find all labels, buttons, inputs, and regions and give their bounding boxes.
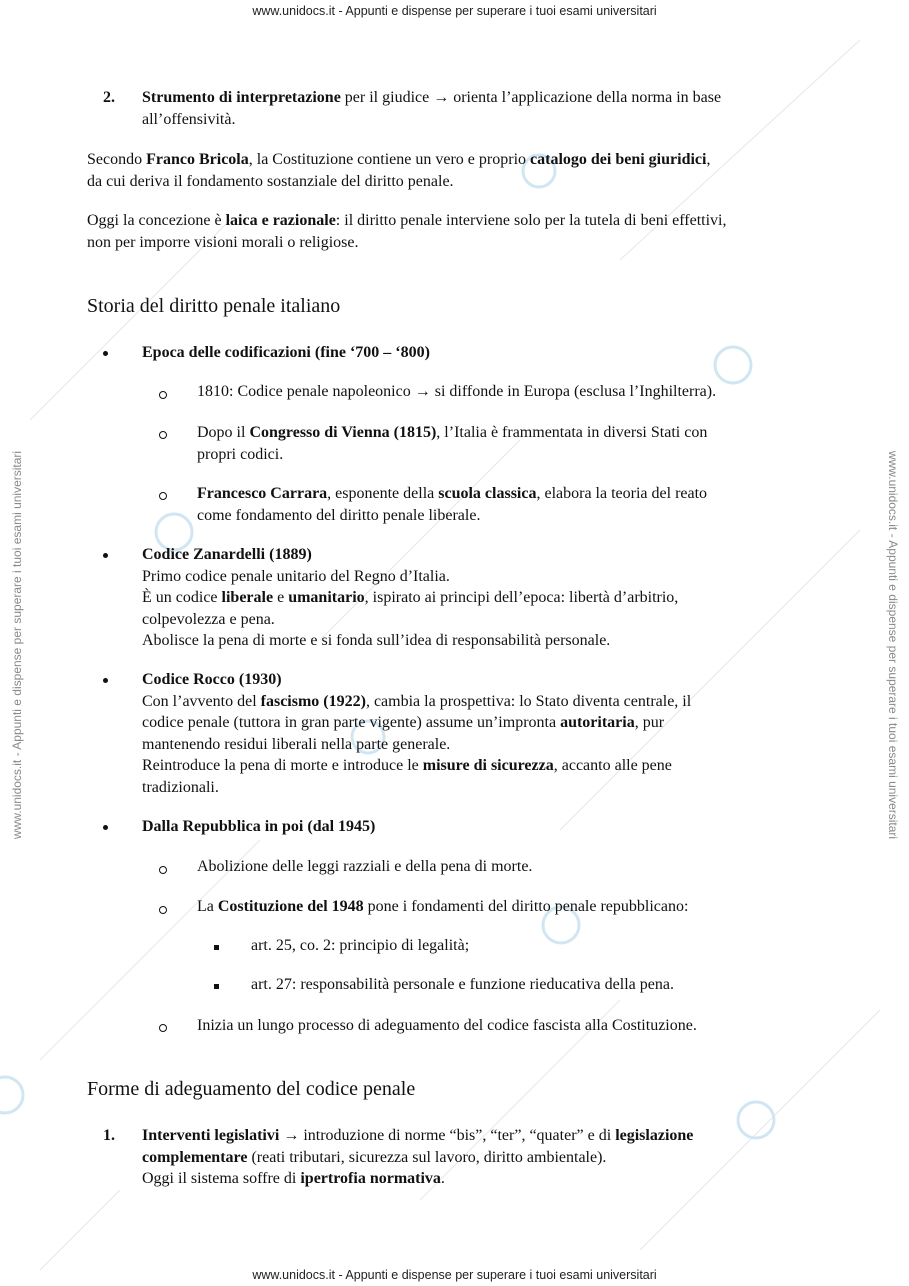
sub-bullet-text: propri codici. — [197, 446, 284, 463]
paragraph-line: Primo codice penale unitario del Regno d’Italia. — [142, 568, 450, 585]
paragraph-line: Oggi la concezione è laica e razionale: il diritto penale interviene solo per la tutela di beni effettivi, — [87, 212, 727, 229]
bullet-icon — [103, 678, 108, 683]
nested-bullet-text: art. 27: responsabilità personale e funzione rieducativa della pena. — [251, 976, 674, 993]
sub-bullet-text: come fondamento del diritto penale liberale. — [197, 507, 481, 524]
circle-bullet-icon — [159, 866, 167, 874]
paragraph-line: Secondo Franco Bricola, la Costituzione contiene un vero e proprio catalogo dei beni giuridici, — [87, 151, 711, 168]
paragraph-line: Reintroduce la pena di morte e introduce le misure di sicurezza, accanto alle pene — [142, 757, 672, 774]
sub-bullet-text: Dopo il Congresso di Vienna (1815), l’Italia è frammentata in diversi Stati con — [197, 424, 708, 441]
paragraph-line: Interventi legislativi → introduzione di norme “bis”, “ter”, “quater” e di legislazione — [142, 1127, 694, 1144]
header-watermark-top: www.unidocs.it - Appunti e dispense per superare i tuoi esami universitari — [252, 4, 657, 18]
paragraph-line: da cui deriva il fondamento sostanziale del diritto penale. — [87, 173, 454, 190]
circle-bullet-icon — [159, 431, 167, 439]
paragraph-line: colpevolezza e pena. — [142, 611, 275, 628]
sub-bullet-text: La Costituzione del 1948 pone i fondamenti del diritto penale repubblicano: — [197, 898, 689, 915]
sub-bullet-text: 1810: Codice penale napoleonico → si diffonde in Europa (esclusa l’Inghilterra). — [197, 383, 717, 400]
paragraph-line: non per imporre visioni morali o religiose. — [87, 234, 359, 251]
section-heading: Storia del diritto penale italiano — [87, 295, 341, 317]
paragraph-line: Con l’avvento del fascismo (1922), cambia la prospettiva: lo Stato diventa centrale, il — [142, 693, 692, 710]
paragraph-line: mantenendo residui liberali nella parte generale. — [142, 736, 451, 753]
header-watermark-bottom: www.unidocs.it - Appunti e dispense per superare i tuoi esami universitari — [252, 1268, 657, 1282]
square-bullet-icon — [214, 945, 219, 950]
square-bullet-icon — [214, 984, 219, 989]
side-watermark-left: www.unidocs.it - Appunti e dispense per superare i tuoi esami universitari — [10, 450, 24, 840]
sub-bullet-text: Inizia un lungo processo di adeguamento del codice fascista alla Costituzione. — [197, 1017, 697, 1034]
paragraph-line: È un codice liberale e umanitario, ispirato ai principi dell’epoca: libertà d’arbitrio, — [142, 589, 679, 606]
circle-bullet-icon — [159, 391, 167, 399]
circle-bullet-icon — [159, 1024, 167, 1032]
bullet-label: Dalla Repubblica in poi (dal 1945) — [142, 818, 376, 835]
bullet-label: Codice Rocco (1930) — [142, 671, 282, 688]
paragraph-line: Abolisce la pena di morte e si fonda sull’idea di responsabilità personale. — [142, 632, 611, 649]
paragraph-line: complementare (reati tributari, sicurezza sul lavoro, diritto ambientale). — [142, 1149, 607, 1166]
paragraph-line: all’offensività. — [142, 111, 236, 128]
paragraph-line: Oggi il sistema soffre di ipertrofia normativa. — [142, 1170, 445, 1187]
bullet-label: Epoca delle codificazioni (fine ‘700 – ‘800) — [142, 344, 430, 361]
paragraph-line: codice penale (tuttora in gran parte vigente) assume un’impronta autoritaria, pur — [142, 714, 665, 731]
circle-bullet-icon — [159, 492, 167, 500]
bullet-label: Codice Zanardelli (1889) — [142, 546, 312, 563]
section-heading: Forme di adeguamento del codice penale — [87, 1078, 416, 1100]
side-watermark-right: www.unidocs.it - Appunti e dispense per superare i tuoi esami universitari — [886, 450, 900, 840]
paragraph-line: Strumento di interpretazione per il giudice → orienta l’applicazione della norma in base — [142, 89, 722, 106]
list-number: 2. — [103, 89, 115, 106]
sub-bullet-text: Francesco Carrara, esponente della scuola classica, elabora la teoria del reato — [197, 485, 708, 502]
bullet-icon — [103, 351, 108, 356]
nested-bullet-text: art. 25, co. 2: principio di legalità; — [251, 937, 470, 954]
paragraph-line: tradizionali. — [142, 779, 219, 796]
bullet-icon — [103, 825, 108, 830]
sub-bullet-text: Abolizione delle leggi razziali e della pena di morte. — [197, 858, 533, 875]
list-number: 1. — [103, 1127, 115, 1144]
circle-bullet-icon — [159, 906, 167, 914]
bullet-icon — [103, 553, 108, 558]
